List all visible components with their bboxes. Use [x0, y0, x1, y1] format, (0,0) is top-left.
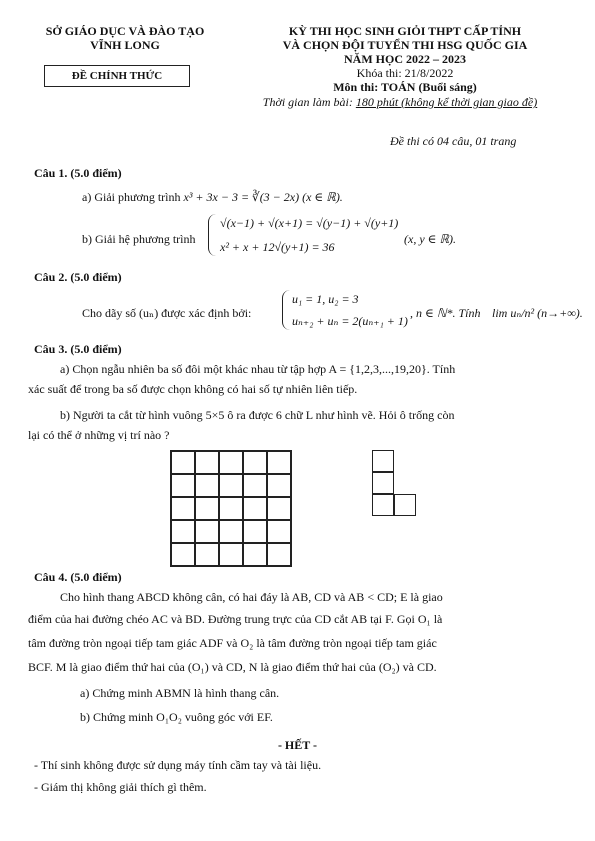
q4-line2: điểm của hai đường chéo AC và BD. Đường trung trực của CD cắt AB tại F. Gọi O₁ là [28, 612, 443, 626]
grid-cell [195, 520, 219, 543]
note-calculator: - Thí sinh không được sử dụng máy tính cầm tay và tài liệu. [34, 758, 322, 772]
grid-cell [171, 497, 195, 520]
q3-a-line1: a) Chọn ngẫu nhiên ba số đôi một khác nhau từ tập hợp A = {1,2,3,...,19,20}. Tính [60, 362, 456, 376]
grid-cell [219, 520, 243, 543]
grid-cell [267, 520, 291, 543]
grid-cell [267, 543, 291, 566]
q3-title: Câu 3. (5.0 điểm) [34, 342, 122, 356]
q2-eq1: u₁ = 1, u₂ = 3 [292, 292, 359, 306]
grid-cell [243, 520, 267, 543]
duration-prefix: Thời gian làm bài: [262, 95, 356, 109]
l-cell [394, 494, 416, 516]
duration [220, 95, 580, 110]
official-label: ĐỀ CHÍNH THỨC [44, 65, 190, 87]
grid-cell [171, 474, 195, 497]
q1-b-text: b) Giải hệ phương trình [82, 232, 196, 246]
grid-cell [267, 451, 291, 474]
q2-text: Cho dãy số (uₙ) được xác định bởi: [82, 306, 252, 320]
grid-cell [267, 497, 291, 520]
grid-cell [171, 543, 195, 566]
grid-cell [243, 543, 267, 566]
q1-a [82, 190, 343, 205]
q1-b-eq1: √(x−1) + √(x+1) = √(y−1) + √(y+1) [220, 216, 399, 230]
q3-b-line1: b) Người ta cắt từ hình vuông 5×5 ô ra được 6 chữ L như hình vẽ. Hỏi ô trống còn [60, 408, 455, 422]
l-cell [372, 472, 394, 494]
page-info: Đề thi có 04 câu, 01 trang [390, 134, 517, 148]
grid-cell [195, 451, 219, 474]
province-name: VĨNH LONG [90, 38, 160, 52]
grid-cell [195, 474, 219, 497]
q2-eq2: uₙ₊₂ + uₙ = 2(uₙ₊₁ + 1) [292, 314, 408, 328]
exam-title-line1: KỲ THI HỌC SINH GIỎI THPT CẤP TỈNH [288, 24, 522, 38]
q3-a-line2: xác suất để trong ba số được chọn không có hai số tự nhiên liên tiếp. [28, 382, 358, 396]
l-shape-figure [372, 450, 418, 518]
exam-date: Khóa thi: 21/8/2022 [356, 66, 454, 80]
q4-line3: tâm đường tròn ngoại tiếp tam giác ADF và O₂ là tâm đường tròn ngoại tiếp tam giác [28, 636, 437, 650]
grid-cell [171, 520, 195, 543]
l-cell [372, 450, 394, 472]
q1-b-condition: (x, y ∈ ℝ). [404, 232, 457, 246]
duration-value: 180 phút (không kể thời gian giao đề) [355, 95, 538, 109]
subject: Môn thi: TOÁN (Buổi sáng) [333, 80, 477, 94]
exam-title-line2: VÀ CHỌN ĐỘI TUYỂN THI HSG QUỐC GIA [282, 38, 528, 52]
q1-a-equation: x³ + 3x − 3 = ∛(3 − 2x) (x ∈ ℝ). [183, 190, 343, 204]
q4-line1: Cho hình thang ABCD không cân, có hai đáy là AB, CD và AB < CD; E là giao [60, 590, 443, 604]
grid-cell [219, 451, 243, 474]
q4-line4: BCF. M là giao điểm thứ hai của (O₁) và CD, N là giao điểm thứ hai của (O₂) và CD. [28, 660, 437, 674]
q1-a-text: a) Giải phương trình [82, 190, 181, 204]
note-supervisor: - Giám thị không giải thích gì thêm. [34, 780, 207, 794]
q2-brace [282, 290, 291, 330]
five-by-five-grid [170, 450, 292, 567]
grid-cell [267, 474, 291, 497]
department-name: SỞ GIÁO DỤC VÀ ĐÀO TẠO [45, 24, 205, 38]
q1-title: Câu 1. (5.0 điểm) [34, 166, 122, 180]
q2-title: Câu 2. (5.0 điểm) [34, 270, 122, 284]
q4-a: a) Chứng minh ABMN là hình thang cân. [80, 686, 280, 700]
l-cell [372, 494, 394, 516]
grid-cell [243, 497, 267, 520]
grid-cell [219, 543, 243, 566]
grid-cell [195, 497, 219, 520]
q2-limit: lim uₙ/n² (n→+∞). [492, 306, 583, 320]
q1-b-eq2: x² + x + 12√(y+1) = 36 [220, 240, 335, 254]
grid-cell [195, 543, 219, 566]
school-year: NĂM HỌC 2022 – 2023 [344, 52, 466, 66]
grid-cell [243, 474, 267, 497]
grid-cell [219, 497, 243, 520]
q1-b-brace [208, 214, 217, 256]
q3-b-line2: lại có thể ở những vị trí nào ? [28, 428, 170, 442]
q4-b: b) Chứng minh O₁O₂ vuông góc với EF. [80, 710, 273, 724]
grid-cell [171, 451, 195, 474]
grid-cell [243, 451, 267, 474]
end-marker: - HẾT - [277, 738, 318, 752]
q4-title: Câu 4. (5.0 điểm) [34, 570, 122, 584]
grid-cell [219, 474, 243, 497]
q2-condition: , n ∈ ℕ*. Tính [410, 306, 481, 320]
